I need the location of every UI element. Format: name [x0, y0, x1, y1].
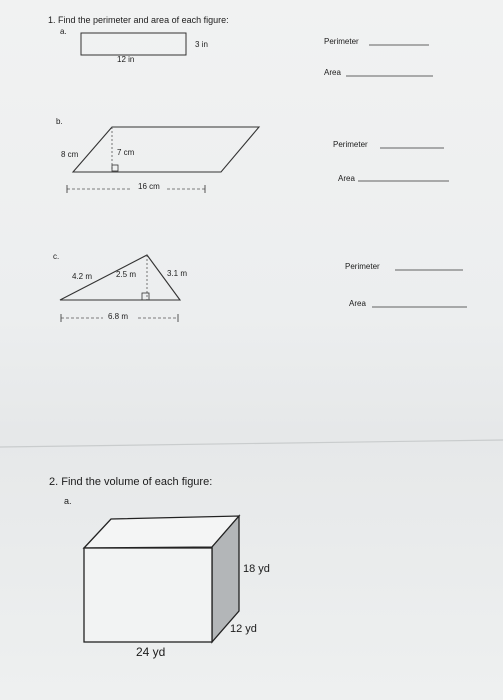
perimeter-label-a: Perimeter	[324, 37, 359, 46]
rectangle-figure	[81, 33, 186, 55]
right-angle-mark	[112, 165, 118, 171]
triangle-right-label: 3.1 m	[167, 269, 188, 278]
parallelogram-height-label: 7 cm	[117, 148, 135, 157]
area-label-c: Area	[349, 299, 366, 308]
right-angle-mark	[142, 293, 149, 300]
prism-height-label: 18 yd	[243, 563, 270, 575]
part-a-letter-2: a.	[64, 496, 72, 506]
triangle-base-label: 6.8 m	[108, 312, 129, 321]
parallelogram-side-label: 8 cm	[61, 150, 79, 159]
part-c-letter: c.	[53, 252, 60, 261]
prism-depth-label: 12 yd	[230, 623, 257, 635]
prism-width-label: 24 yd	[136, 645, 166, 659]
parallelogram-base-label: 16 cm	[138, 182, 160, 191]
area-label-b: Area	[338, 174, 355, 183]
rect-bottom-label: 12 in	[117, 55, 135, 64]
rect-side-label: 3 in	[195, 40, 208, 49]
parallelogram-figure	[73, 127, 259, 172]
triangle-left-label: 4.2 m	[72, 272, 93, 281]
perimeter-label-b: Perimeter	[333, 140, 368, 149]
prism-front-face	[84, 548, 212, 642]
page-edge	[0, 440, 503, 447]
question-2-prompt: 2. Find the volume of each figure:	[49, 476, 213, 488]
part-a-letter: a.	[60, 27, 67, 36]
perimeter-label-c: Perimeter	[345, 262, 380, 271]
area-label-a: Area	[324, 68, 341, 77]
triangle-inner-label: 2.5 m	[116, 270, 137, 279]
question-1-prompt: 1. Find the perimeter and area of each figure:	[48, 15, 229, 25]
part-b-letter: b.	[56, 117, 63, 126]
